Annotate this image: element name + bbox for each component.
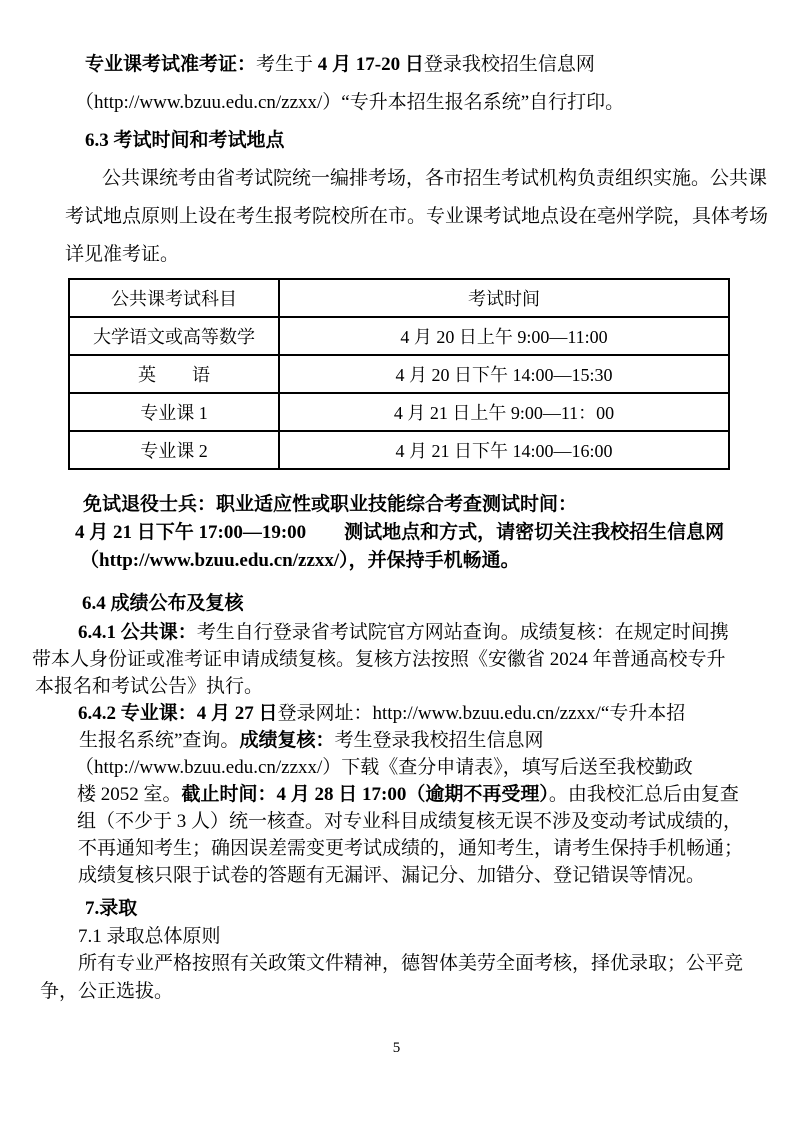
heading-7: [65, 895, 753, 923]
text-run: 成绩复核：: [239, 730, 335, 751]
table-row: [69, 355, 729, 393]
page-number: 5: [392, 1040, 401, 1056]
text-run: 本报名和考试公告》执行。: [35, 676, 264, 697]
para-71: [65, 923, 753, 950]
para-642-line: [78, 862, 753, 889]
para-641: [32, 619, 753, 700]
text-run: 登录我校招生信息网: [423, 54, 595, 75]
text-run: 6.3 考试时间和考试地点: [85, 130, 285, 151]
table-cell: 4 月 20 日下午 14:00—15:30: [279, 355, 729, 393]
text-run: 。由我校汇总后由复查: [548, 784, 739, 805]
text-run: 公共课统考由省考试院统一编排考场，各市招生考试机构负责组织实施。公共课: [102, 168, 768, 189]
table-cell: 英 语: [69, 355, 279, 393]
para-principle-line: [78, 950, 753, 978]
venue-paragraph-line: [65, 236, 753, 274]
heading-6-4: [65, 589, 753, 619]
para-principle-line: [40, 978, 753, 1006]
table-cell: 4 月 21 日下午 14:00—16:00: [279, 431, 729, 469]
table-row: [69, 317, 729, 355]
table-cell: 专业课 1: [69, 393, 279, 431]
table-row: [69, 431, 729, 469]
text-run: 4 月 21 日下午 17:00—19:00 测试地点和方式，请密切关注我校招生信息网: [75, 522, 725, 543]
text-run: 争，公正选拔。: [40, 981, 174, 1002]
text-run: 所有专业严格按照有关政策文件精神，德智体美劳全面考核，择优录取；公平竞: [78, 953, 744, 974]
para-642: [65, 700, 753, 889]
ticket-paragraph-line: [75, 84, 753, 122]
text-run: 7.1 录取总体原则: [78, 926, 221, 947]
para-71-line: [78, 923, 753, 950]
para-642-line: [77, 781, 753, 808]
text-run: 成绩复核只限于试卷的答题有无漏评、漏记分、加错分、登记错误等情况。: [78, 865, 706, 886]
ticket-paragraph: [65, 46, 753, 122]
para-642-line: [77, 808, 753, 835]
text-run: （http://www.bzuu.edu.cn/zzxx/），并保持手机畅通。: [80, 550, 520, 571]
exam-schedule-table: [68, 278, 730, 470]
text-run: 6.4.2 专业课：4 月 27 日: [78, 703, 278, 724]
text-run: 考试地点原则上设在考生报考院校所在市。专业课考试地点设在亳州学院，具体考场: [65, 206, 769, 227]
heading-6-3: [65, 122, 753, 160]
para-642-line: [78, 835, 753, 862]
para-641-line: [78, 619, 753, 646]
table-cell: 4 月 20 日上午 9:00—11:00: [279, 317, 729, 355]
venue-paragraph-line: [102, 160, 768, 198]
document-body: [32, 46, 769, 1006]
para-642-line: [75, 754, 753, 781]
venue-paragraph: [65, 160, 769, 274]
text-run: 不再通知考生；确因误差需变更考试成绩的，通知考生，请考生保持手机畅通；: [78, 838, 744, 859]
text-run: 带本人身份证或准考证申请成绩复核。复核方法按照《安徽省 2024 年普通高校专升: [32, 649, 726, 670]
text-run: 详见准考证。: [65, 244, 180, 265]
para-641-line: [35, 673, 753, 700]
text-run: （http://www.bzuu.edu.cn/zzxx/）下载《查分申请表》，填写后送至我校勤政: [75, 757, 693, 778]
text-run: 登录网址：http://www.bzuu.edu.cn/zzxx/“专升本招: [277, 703, 686, 724]
para-641-line: [32, 646, 753, 673]
table-cell: 专业课 2: [69, 431, 279, 469]
text-run: 组（不少于 3 人）统一核查。对专业科目成绩复核无误不涉及变动考试成绩的，: [77, 811, 743, 832]
heading-6-4-line: [82, 589, 753, 619]
veteran-paragraph-line: [83, 491, 753, 519]
veteran-paragraph-line: [75, 519, 753, 547]
table-header-row: [69, 279, 729, 317]
text-run: 生报名系统”查询。: [79, 730, 240, 751]
ticket-paragraph-line: [85, 46, 753, 84]
table-header-cell: 公共课考试科目: [69, 279, 279, 317]
text-run: 6.4 成绩公布及复核: [82, 593, 244, 614]
text-run: 7.录取: [85, 898, 138, 919]
text-run: 考生登录我校招生信息网: [334, 730, 544, 751]
para-principle: [40, 950, 753, 1006]
text-run: 考生于: [256, 54, 318, 75]
heading-6-3-line: [85, 122, 753, 160]
text-run: 专业课考试准考证：: [85, 54, 257, 75]
text-run: 6.4.1 公共课：: [78, 622, 197, 643]
veteran-paragraph-line: [80, 547, 753, 575]
text-run: 考生自行登录省考试院官方网站查询。成绩复核：在规定时间携: [196, 622, 729, 643]
table-cell: 4 月 21 日上午 9:00—11：00: [279, 393, 729, 431]
text-run: 免试退役士兵：职业适应性或职业技能综合考查测试时间：: [83, 494, 578, 515]
text-run: 截止时间：4 月 28 日 17:00（逾期不再受理）: [181, 784, 549, 805]
para-642-line: [79, 727, 753, 754]
table-row: [69, 393, 729, 431]
text-run: 楼 2052 室。: [77, 784, 182, 805]
table-header-cell: 考试时间: [279, 279, 729, 317]
heading-7-line: [85, 895, 753, 923]
venue-paragraph-line: [65, 198, 769, 236]
veteran-paragraph: [65, 491, 753, 575]
para-642-line: [78, 700, 753, 727]
text-run: 4 月 17-20 日: [317, 54, 424, 75]
table-cell: 大学语文或高等数学: [69, 317, 279, 355]
text-run: （http://www.bzuu.edu.cn/zzxx/）“专升本招生报名系统”自行打印。: [75, 92, 625, 113]
